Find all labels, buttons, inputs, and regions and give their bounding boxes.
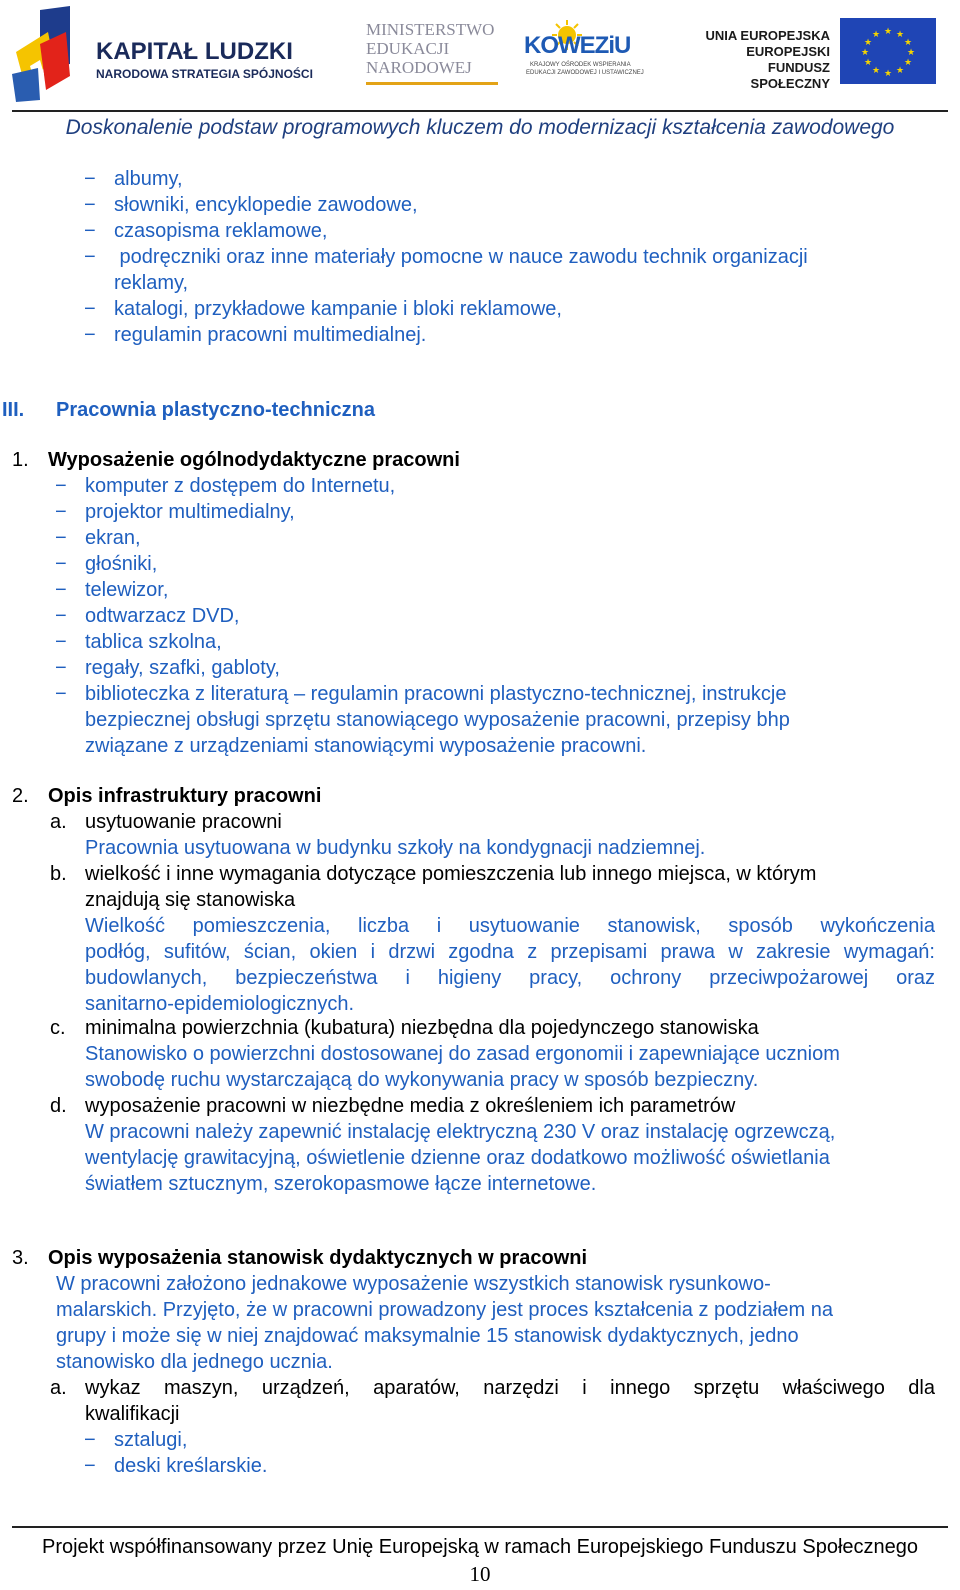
s3-a-label: a.: [50, 1377, 67, 1399]
svg-text:★: ★: [863, 38, 873, 48]
s2-b-label: b.: [50, 863, 67, 885]
s3-a-title: kwalifikacji: [85, 1403, 180, 1425]
eu-flag-icon: [840, 18, 936, 84]
list-item: − regulamin pracowni multimedialnej.: [114, 322, 426, 348]
svg-text:★: ★: [895, 66, 905, 76]
list-item: − telewizor,: [85, 577, 168, 603]
list-item: − albumy,: [114, 166, 183, 192]
kl-title: KAPITAŁ LUDZKI: [96, 38, 293, 65]
s2-b-title: znajdują się stanowiska: [85, 889, 296, 911]
koweziu-name: KOWEZiU: [524, 32, 631, 59]
list-item: − katalogi, przykładowe kampanie i bloki reklamowe,: [114, 296, 562, 322]
ue-line-2: EUROPEJSKI: [746, 44, 830, 59]
s3-a-title: wykaz maszyn, urządzeń, aparatów, narzędzi i innego sprzętu właściwego dla: [85, 1377, 935, 1399]
page-number: 10: [469, 1562, 491, 1586]
list-item: − podręczniki oraz inne materiały pomocne w nauce zawodu technik organizacji: [114, 244, 808, 270]
s3-text: malarskich. Przyjęto, że w pracowni prowadzony jest proces kształcenia z podziałem na: [56, 1299, 834, 1321]
section-number: III.: [2, 399, 25, 421]
s2-d-text: W pracowni należy zapewnić instalację elektryczną 230 V oraz instalację ogrzewczą,: [85, 1121, 836, 1143]
list-item: − głośniki,: [85, 551, 157, 577]
s2-d-text: wentylację grawitacyjną, oświetlenie dzienne oraz dodatkowo możliwość oświetlania: [85, 1147, 830, 1169]
men-line-2: EDUKACJI: [366, 39, 450, 58]
kapital-ludzki-emblem-icon: [10, 4, 90, 104]
s2-title: Opis infrastruktury pracowni: [48, 785, 322, 807]
ue-line-1: UNIA EUROPEJSKA: [705, 28, 830, 43]
svg-text:★: ★: [906, 48, 916, 58]
list-item-continuation: reklamy,: [114, 272, 189, 294]
svg-text:★: ★: [860, 48, 870, 58]
svg-text:★: ★: [903, 58, 913, 68]
s3-text: W pracowni założono jednakowe wyposażenie wszystkich stanowisk rysunkowo-: [56, 1273, 771, 1295]
s2-c-label: c.: [50, 1017, 66, 1039]
s2-d-label: d.: [50, 1095, 67, 1117]
s2-a-title: usytuowanie pracowni: [85, 811, 282, 833]
s1-title: Wyposażenie ogólnodydaktyczne pracowni: [48, 449, 460, 471]
s2-a-label: a.: [50, 811, 67, 833]
list-item: − deski kreślarskie.: [114, 1453, 267, 1479]
footer-text: Projekt współfinansowany przez Unię Europejską w ramach Europejskiego Funduszu Społecznego: [41, 1536, 919, 1558]
svg-text:★: ★: [903, 38, 913, 48]
svg-text:★: ★: [863, 58, 873, 68]
s1-number: 1.: [12, 449, 29, 471]
koweziu-sub-1: KRAJOWY OŚRODEK WSPIERANIA: [530, 62, 631, 68]
list-item: − komputer z dostępem do Internetu,: [85, 473, 395, 499]
svg-text:★: ★: [883, 69, 893, 79]
list-item: − ekran,: [85, 525, 141, 551]
s3-text: grupy i może się w niej znajdować maksymalnie 15 stanowisk dydaktycznych, jedno: [56, 1325, 799, 1347]
ue-line-3: FUNDUSZ SPOŁECZNY: [750, 60, 830, 91]
s3-text: stanowisko dla jednego ucznia.: [56, 1351, 333, 1373]
s2-b-text: budowlanych, bezpieczeństwa i higieny pracy, ochrony przeciwpożarowej oraz: [85, 967, 935, 989]
s2-c-title: minimalna powierzchnia (kubatura) niezbędna dla pojedynczego stanowiska: [85, 1017, 759, 1039]
svg-text:★: ★: [871, 66, 881, 76]
koweziu-logo: [524, 4, 644, 104]
kapital-ludzki-logo: [10, 4, 320, 104]
s2-c-text: Stanowisko o powierzchni dostosowanej do zasad ergonomii i zapewniające uczniom: [85, 1043, 840, 1065]
list-item-continuation: związane z urządzeniami stanowiącymi wyposażenie pracowni.: [85, 735, 647, 757]
koweziu-sub-2: EDUKACJI ZAWODOWEJ I USTAWICZNEJ: [526, 70, 644, 76]
list-item: − regały, szafki, gabloty,: [85, 655, 280, 681]
s2-d-text: światłem sztucznym, szerokopasmowe łącze internetowe.: [85, 1173, 597, 1195]
running-header: Doskonalenie podstaw programowych kluczem do modernizacji kształcenia zawodowego: [65, 116, 895, 139]
svg-text:★: ★: [895, 30, 905, 40]
men-logo: [366, 4, 506, 104]
kl-subtitle: NARODOWA STRATEGIA SPÓJNOŚCI: [96, 67, 313, 81]
list-item: − tablica szkolna,: [85, 629, 222, 655]
list-item: − odtwarzacz DVD,: [85, 603, 240, 629]
header-divider: [12, 110, 948, 112]
section-title: Pracownia plastyczno-techniczna: [56, 399, 375, 421]
s2-b-title: wielkość i inne wymagania dotyczące pomieszczenia lub innego miejsca, w którym: [85, 863, 817, 885]
s3-number: 3.: [12, 1247, 29, 1269]
men-line-3: NARODOWEJ: [366, 58, 472, 77]
s2-b-text: Wielkość pomieszczenia, liczba i usytuowanie stanowisk, sposób wykończenia: [85, 915, 935, 937]
footer-divider: [12, 1526, 948, 1528]
s2-b-text: sanitarno-epidemiologicznych.: [85, 993, 355, 1015]
ue-efs-logo: [700, 4, 950, 104]
list-item: − czasopisma reklamowe,: [114, 218, 327, 244]
s3-title: Opis wyposażenia stanowisk dydaktycznych w pracowni: [48, 1247, 588, 1269]
list-item: − projektor multimedialny,: [85, 499, 295, 525]
s2-a-text: Pracownia usytuowana w budynku szkoły na kondygnacji nadziemnej.: [85, 837, 706, 859]
list-item: − sztalugi,: [114, 1427, 187, 1453]
men-underline: [366, 82, 498, 85]
s2-d-title: wyposażenie pracowni w niezbędne media z określeniem ich parametrów: [85, 1095, 736, 1117]
list-item-continuation: bezpiecznej obsługi sprzętu stanowiącego wyposażenie pracowni, przepisy bhp: [85, 709, 790, 731]
s2-number: 2.: [12, 785, 29, 807]
svg-text:★: ★: [883, 27, 893, 37]
s2-c-text: swobodę ruchu wystarczającą do wykonywania pracy w sposób bezpieczny.: [85, 1069, 759, 1091]
list-item: − słowniki, encyklopedie zawodowe,: [114, 192, 418, 218]
list-item: − biblioteczka z literaturą – regulamin pracowni plastyczno-technicznej, instrukcje: [85, 681, 786, 707]
svg-text:★: ★: [871, 30, 881, 40]
s2-b-text: podłóg, sufitów, ścian, okien i drzwi zgodna z przepisami prawa w zakresie wymagań:: [85, 941, 935, 963]
men-line-1: MINISTERSTWO: [366, 20, 495, 39]
